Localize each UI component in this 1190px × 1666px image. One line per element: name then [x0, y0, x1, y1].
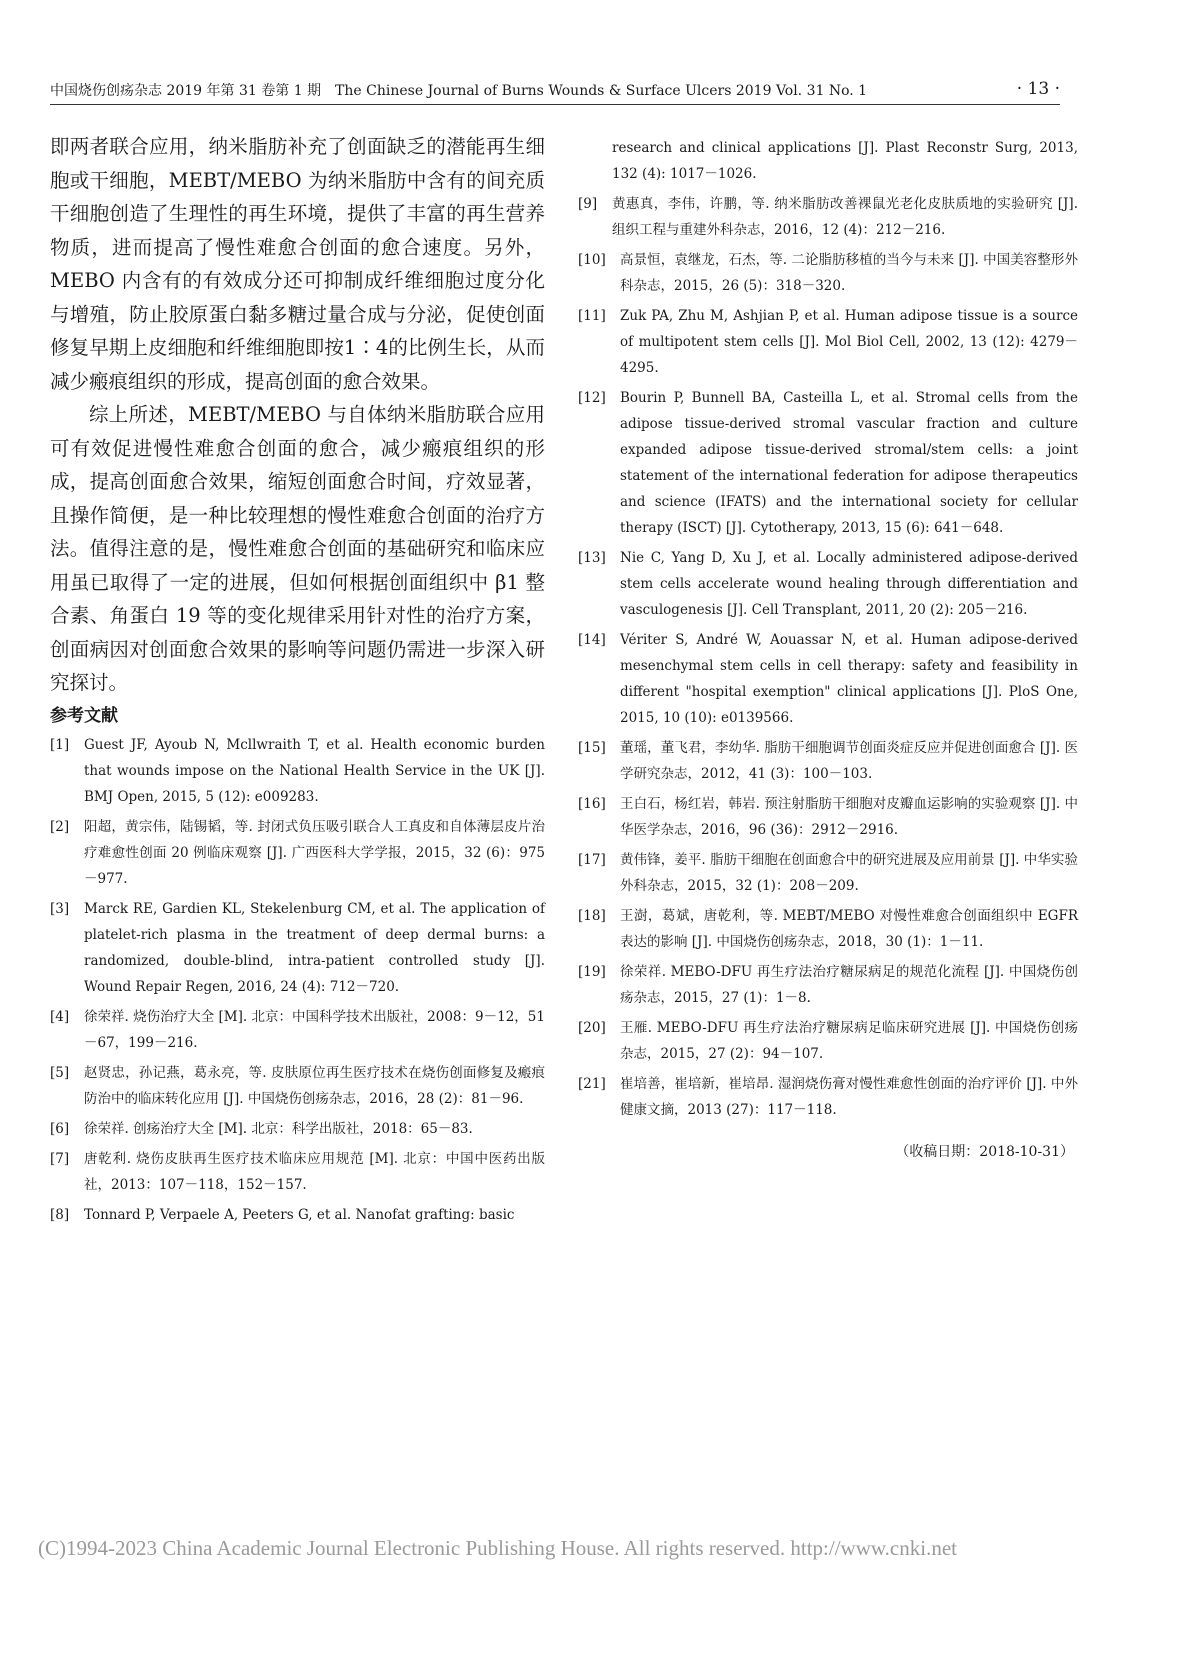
reference-item	[50, 814, 545, 892]
reference-number: [14]	[578, 632, 606, 648]
reference-item	[50, 732, 545, 810]
reference-item	[578, 303, 1078, 381]
reference-text: 徐荣祥. 烧伤治疗大全 [M]. 北京：中国科学技术出版社，2008：9－12，51－67，199－216.	[84, 1008, 545, 1051]
reference-number: [11]	[578, 308, 606, 324]
reference-text: 赵贤忠，孙记燕，葛永亮，等. 皮肤原位再生医疗技术在烧伤创面修复及瘢痕防治中的临床转化应用 [J]. 中国烧伤创疡杂志，2016，28 (2)：81－96.	[84, 1064, 545, 1107]
reference-text: 阳超，黄宗伟，陆锡韬，等. 封闭式负压吸引联合人工真皮和自体薄层皮片治疗难愈性创面 20 例临床观察 [J]. 广西医科大学学报，2015，32 (6)：975－977.	[84, 818, 545, 887]
reference-number: [19]	[578, 964, 606, 980]
copyright-footer: (C)1994-2023 China Academic Journal Electronic Publishing House. All rights reserved. http://www.cnki.net	[38, 1536, 957, 1560]
reference-text: Vériter S, André W, Aouassar N, et al. Human adipose-derived mesenchymal stem cells in cell therapy: safety and feasibility in different "hospital exemption" clinical applications [J]. PloS One, 2015, 10 (10): e0139566.	[620, 632, 1078, 726]
reference-number: [6]	[50, 1120, 70, 1137]
reference-number: [15]	[578, 740, 606, 756]
reference-text: 黄伟锋，姜平. 脂肪干细胞在创面愈合中的研究进展及应用前景 [J]. 中华实验外科杂志，2015，32 (1)：208－209.	[620, 852, 1078, 894]
reference-number: [8]	[50, 1206, 70, 1223]
reference-number: [2]	[50, 818, 70, 835]
reference-item	[578, 1071, 1078, 1123]
reference-item	[578, 191, 1078, 243]
body-paragraph-1: 即两者联合应用，纳米脂肪补充了创面缺乏的潜能再生细胞或干细胞，MEBT/MEBO 为纳米脂肪中含有的间充质干细胞创造了生理性的再生环境，提供了丰富的再生营养物质，进而提高了慢性难愈合创面的愈合速度。另外，MEBO 内含有的有效成分还可抑制成纤维细胞过度分化与增殖，防止胶原蛋白黏多糖过量合成与分泌，促使创面修复早期上皮细胞和纤维细胞即按1∶4的比例生长，从而减少瘢痕组织的形成，提高创面的愈合效果。	[50, 135, 545, 393]
reference-text: Nie C, Yang D, Xu J, et al. Locally administered adipose-derived stem cells accelerate wound healing through differentiation and vasculogenesis [J]. Cell Transplant, 2011, 20 (2): 205－216.	[620, 550, 1078, 618]
reference-number: [1]	[50, 736, 70, 753]
reference-item	[50, 1116, 545, 1142]
reference-number: [21]	[578, 1076, 606, 1092]
reference-text: 徐荣祥. MEBO-DFU 再生疗法治疗糖尿病足的规范化流程 [J]. 中国烧伤创疡杂志，2015，27 (1)：1－8.	[620, 964, 1078, 1006]
reference-text: 黄惠真，李伟，许鹏，等. 纳米脂肪改善裸鼠光老化皮肤质地的实验研究 [J]. 组织工程与重建外科杂志，2016，12 (4)：212－216.	[612, 196, 1078, 238]
reference-text: Marck RE, Gardien KL, Stekelenburg CM, et al. The application of platelet-rich plasma in the treatment of deep dermal burns: a randomized, double-blind, intra-patient controlled study [J]. Wound Repair Regen, 2016, 24 (4): 712－720.	[84, 900, 545, 995]
reference-number: [12]	[578, 390, 606, 406]
reference-text: 王雁. MEBO-DFU 再生疗法治疗糖尿病足临床研究进展 [J]. 中国烧伤创疡杂志，2015，27 (2)：94－107.	[620, 1020, 1078, 1062]
references-heading: 参考文献	[50, 705, 118, 726]
reference-number: [13]	[578, 550, 606, 566]
reference-number: [17]	[578, 852, 606, 868]
reference-number: [7]	[50, 1150, 70, 1167]
running-header	[50, 80, 1060, 104]
reference-text: 董瑶，董飞君，李幼华. 脂肪干细胞调节创面炎症反应并促进创面愈合 [J]. 医学研究杂志，2012，41 (3)：100－103.	[620, 740, 1078, 782]
reference-item	[578, 627, 1078, 731]
reference-number: [4]	[50, 1008, 70, 1025]
header-divider	[50, 104, 1060, 105]
reference-item	[578, 959, 1078, 1011]
reference-number: [18]	[578, 908, 606, 924]
reference-continuation: research and clinical applications [J]. Plast Reconstr Surg, 2013, 132 (4): 1017－1026.	[612, 140, 1078, 182]
reference-text: Zuk PA, Zhu M, Ashjian P, et al. Human adipose tissue is a source of multipotent stem cells [J]. Mol Biol Cell, 2002, 13 (12): 4279－4295.	[620, 308, 1078, 376]
reference-item	[578, 903, 1078, 955]
reference-number: [5]	[50, 1064, 70, 1081]
right-column	[578, 135, 1078, 1163]
reference-item	[578, 735, 1078, 787]
reference-item	[578, 791, 1078, 843]
reference-text: 高景恒，袁继龙，石杰，等. 二论脂肪移植的当今与未来 [J]. 中国美容整形外科杂志，2015，26 (5)：318－320.	[620, 252, 1078, 294]
reference-item	[578, 545, 1078, 623]
reference-number: [9]	[578, 196, 598, 212]
reference-number: [20]	[578, 1020, 606, 1036]
reference-text: 王澍，葛斌，唐乾利，等. MEBT/MEBO 对慢性难愈合创面组织中 EGFR 表达的影响 [J]. 中国烧伤创疡杂志，2018，30 (1)：1－11.	[620, 908, 1078, 950]
reference-item	[578, 1015, 1078, 1067]
reference-number: [3]	[50, 900, 70, 917]
reference-item	[50, 896, 545, 1000]
reference-item	[50, 1060, 545, 1112]
reference-text: Guest JF, Ayoub N, Mcllwraith T, et al. Health economic burden that wounds impose on the National Health Service in the UK [J]. BMJ Open, 2015, 5 (12): e009283.	[84, 736, 545, 805]
reference-text: 徐荣祥. 创疡治疗大全 [M]. 北京：科学出版社，2018：65－83.	[84, 1120, 473, 1137]
reference-text: Bourin P, Bunnell BA, Casteilla L, et al. Stromal cells from the adipose tissue-derived stromal vascular fraction and culture expanded adipose tissue-derived stromal/stem cells: a joint statement of the international federation for adipose therapeutics and science (IFATS) and the international society for cellular therapy (ISCT) [J]. Cytotherapy, 2013, 15 (6): 641－648.	[620, 390, 1078, 536]
reference-number: [16]	[578, 796, 606, 812]
body-paragraph-2: 综上所述，MEBT/MEBO 与自体纳米脂肪联合应用可有效促进慢性难愈合创面的愈合，减少瘢痕组织的形成，提高创面愈合效果，缩短创面愈合时间，疗效显著，且操作简便，是一种比较理想的慢性难愈合创面的治疗方法。值得注意的是，慢性难愈合创面的基础研究和临床应用虽已取得了一定的进展，但如何根据创面组织中 β1 整合素、角蛋白 19 等的变化规律采用针对性的治疗方案，创面病因对创面愈合效果的影响等问题仍需进一步深入研究探讨。	[50, 403, 545, 694]
reference-text: Tonnard P, Verpaele A, Peeters G, et al. Nanofat grafting: basic	[84, 1206, 515, 1223]
reference-text: 崔培善，崔培新，崔培昂. 湿润烧伤膏对慢性难愈性创面的治疗评价 [J]. 中外健康文摘，2013 (27)：117－118.	[620, 1076, 1078, 1118]
reference-item	[50, 1146, 545, 1198]
left-column	[50, 130, 545, 1232]
received-date: （收稿日期：2018-10-31）	[895, 1144, 1074, 1160]
reference-number: [10]	[578, 252, 606, 268]
reference-item	[50, 1202, 545, 1228]
reference-text: 唐乾利. 烧伤皮肤再生医疗技术临床应用规范 [M]. 北京：中国中医药出版社，2013：107－118，152－157.	[84, 1150, 545, 1193]
reference-text: 王白石，杨红岩，韩岩. 预注射脂肪干细胞对皮瓣血运影响的实验观察 [J]. 中华医学杂志，2016，96 (36)：2912－2916.	[620, 796, 1078, 838]
reference-item	[578, 247, 1078, 299]
reference-item	[578, 847, 1078, 899]
reference-item	[578, 385, 1078, 541]
journal-citation: 中国烧伤创疡杂志 2019 年第 31 卷第 1 期 The Chinese Journal of Burns Wounds & Surface Ulcers 2019 Vol. 31 No. 1	[50, 83, 868, 99]
page-number: · 13 ·	[1016, 79, 1060, 99]
reference-item	[50, 1004, 545, 1056]
